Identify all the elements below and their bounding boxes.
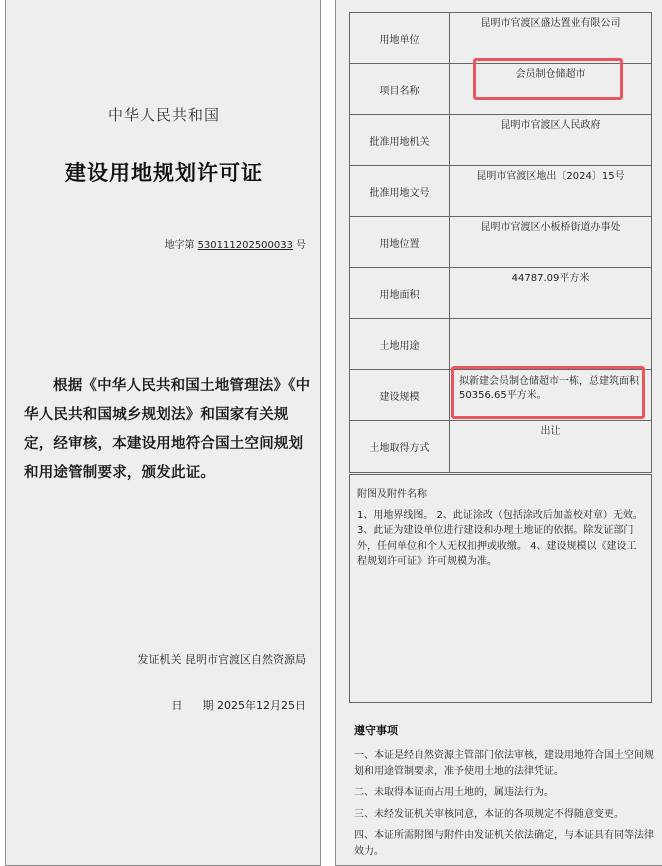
rules-title: 遵守事项: [354, 724, 398, 737]
field-value: 昆明市官渡区小板桥街道办事处: [480, 222, 621, 233]
rule-item: 一、本证是经自然资源主管部门依法审核，建设用地符合国土空间规划和用途管制要求，准予使用土地的法律凭证。: [354, 750, 654, 777]
field-value: 昆明市官渡区地出〔2024〕15号: [476, 171, 625, 182]
field-value: [450, 319, 651, 369]
table-row: [350, 13, 651, 64]
construction-scale-highlight-box: [451, 366, 645, 419]
field-label: 用地单位: [350, 13, 450, 63]
field-value: 会员制仓储超市: [515, 69, 586, 80]
rule-item: 四、本证所需附图与附件由发证机关依法确定，与本证具有同等法律效力。: [354, 830, 654, 857]
rule-item: 三、未经发证机关审核同意，本证的各项规定不得随意变更。: [354, 808, 624, 820]
field-value: 出让: [540, 426, 561, 437]
rules-list: [354, 748, 654, 865]
table-row: [350, 268, 651, 319]
date-label-ri: 日: [171, 699, 183, 712]
field-label: 土地用途: [350, 319, 450, 369]
field-label: 项目名称: [350, 64, 450, 114]
field-label: 批准用地机关: [350, 115, 450, 165]
certificate-number-line: [165, 236, 306, 251]
certificate-body-text: 根据《中华人民共和国土地管理法》《中华人民共和国城乡规划法》和国家有关规定，经审核，本建设用地符合国土空间规划和用途管制要求，颁发此证。: [24, 378, 311, 481]
issue-date: 2025年12月25日: [217, 699, 306, 712]
field-label: 用地位置: [350, 217, 450, 267]
issuing-country: 中华人民共和国: [107, 106, 220, 124]
date-label-qi: 期: [202, 699, 214, 712]
table-row: [350, 217, 651, 268]
table-row: [350, 421, 651, 472]
field-value: 昆明市官渡区人民政府: [500, 120, 601, 131]
certificate-number: 530111202500033: [197, 240, 293, 251]
field-label: 土地取得方式: [350, 421, 450, 472]
table-row: [350, 319, 651, 370]
issuer-name: 昆明市官渡区自然资源局: [185, 653, 306, 666]
project-name-highlight-box: [473, 58, 623, 100]
issue-date-line: [172, 697, 307, 713]
issuer-line: [138, 651, 307, 667]
rule-item: 二、未取得本证而占用土地的，属违法行为。: [354, 787, 554, 798]
field-value: 昆明市官渡区盛达置业有限公司: [480, 18, 621, 29]
field-label: 建设规模: [350, 370, 450, 420]
table-row: [350, 115, 651, 166]
certificate-number-prefix: 地字第: [164, 240, 195, 251]
table-row: [350, 166, 651, 217]
attachments-title: 附图及附件名称: [357, 489, 427, 500]
attachments-box: [349, 474, 652, 703]
attachments-text: 1、用地界线图。 2、此证涂改（包括涂改后加盖校对章）无效。3、此证为建设单位进行建设和办理土地证的依据。除发证部门外，任何单位和个人无权扣押或收缴。 4、建设规模以《建设工程规划许可证》许可规模为准。: [357, 509, 643, 567]
field-value: 44787.09平方米: [511, 273, 590, 284]
field-label: 批准用地文号: [350, 166, 450, 216]
certificate-number-suffix: 号: [296, 240, 306, 251]
issuer-label: 发证机关: [137, 653, 182, 666]
certificate-title: 建设用地规划许可证: [65, 161, 263, 185]
field-label: 用地面积: [350, 268, 450, 318]
field-value: 拟新建会员制仓储超市一栋，总建筑面积50356.65平方米。: [459, 376, 639, 401]
certificate-details-page: [335, 0, 662, 866]
certificate-cover-page: [5, 0, 321, 866]
